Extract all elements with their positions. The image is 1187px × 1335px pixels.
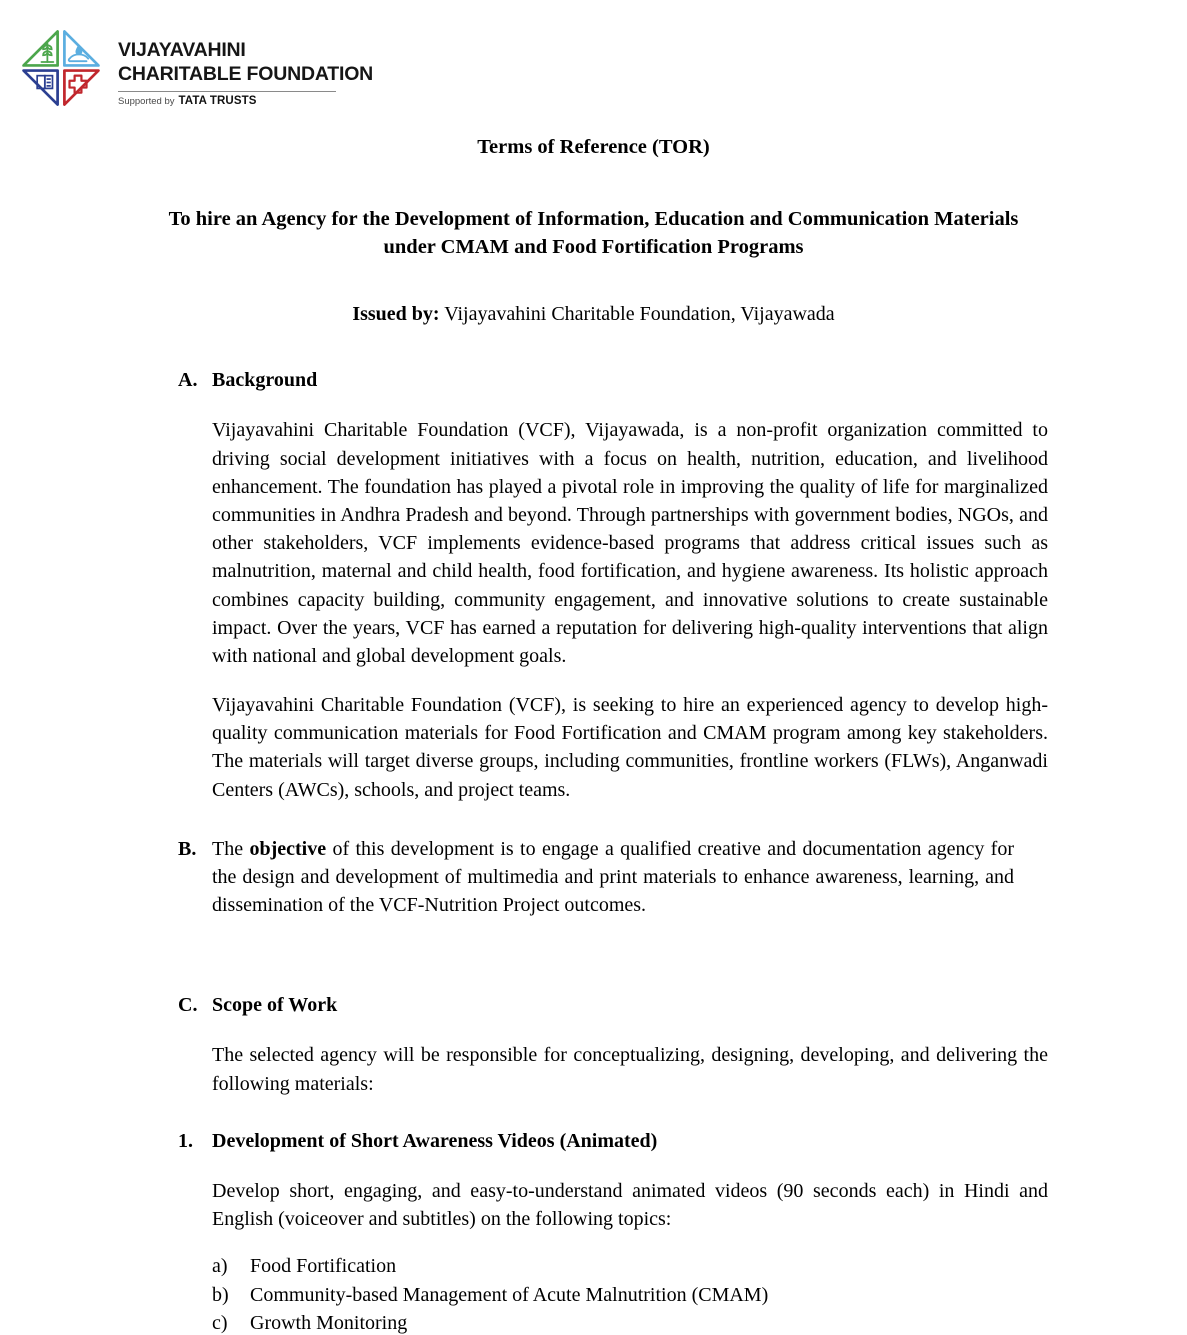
section-b bbox=[178, 835, 1014, 920]
section-a-body bbox=[212, 416, 1048, 803]
section-a-paragraph-1: Vijayavahini Charitable Foundation (VCF), Vijayawada, is a non-profit organization committed to driving social development initiatives with a focus on health, nutrition, education, and livelihood enhancement. The foundation has played a pivotal role in improving the quality of life for marginalized communities in Andhra Pradesh and beyond. Through partnerships with government bodies, NGOs, and other stakeholders, VCF implements evidence-based programs that address critical issues such as malnutrition, maternal and child health, food fortification, and hygiene awareness. Its holistic approach combines capacity building, community engagement, and innovative solutions to create sustainable impact. Over the years, VCF has earned a reputation for delivering high-quality interventions that align with national and global development goals. bbox=[212, 419, 1048, 667]
issued-by-value: Vijayavahini Charitable Foundation, Vijayawada bbox=[444, 303, 835, 326]
section-b-text-part-2: of this development is to engage a qualified creative and documentation agency for the design and development of multimedia and print materials to enhance awareness, learning, and dissemination of the VCF-Nutrition Project outcomes. bbox=[212, 837, 1015, 917]
list-item bbox=[212, 1281, 1048, 1309]
scope-item-1-marker: 1. bbox=[178, 1129, 193, 1152]
section-c-body bbox=[212, 1041, 1048, 1097]
scope-item-1-heading: Development of Short Awareness Videos (Animated) bbox=[212, 1129, 658, 1152]
org-name-line-2: CHARITABLE FOUNDATION bbox=[118, 62, 374, 85]
list-item-marker: b) bbox=[212, 1283, 229, 1306]
section-b-emphasis: objective bbox=[249, 837, 327, 860]
document-title: Terms of Reference (TOR) bbox=[477, 136, 710, 158]
list-item bbox=[212, 1309, 1048, 1335]
letterhead-divider bbox=[118, 91, 336, 92]
section-a-marker: A. bbox=[178, 369, 198, 392]
list-item bbox=[212, 1252, 1048, 1280]
scope-item-1-description: Develop short, engaging, and easy-to-understand animated videos (90 seconds each) in Hindi and English (voiceover and subtitles) on the following topics: bbox=[212, 1179, 1048, 1230]
letterhead bbox=[18, 28, 373, 108]
section-c-marker: C. bbox=[178, 994, 198, 1017]
vcf-quadrant-logo-icon bbox=[18, 28, 104, 108]
section-c-heading: Scope of Work bbox=[212, 994, 338, 1017]
issued-by-label: Issued by: bbox=[352, 303, 440, 326]
supported-by-brand: TATA TRUSTS bbox=[178, 94, 257, 107]
section-a-heading: Background bbox=[212, 369, 318, 392]
org-name-line-1: VIJAYAVAHINI bbox=[118, 39, 246, 61]
section-b-text-part-1: The bbox=[212, 837, 250, 860]
letterhead-wordmark bbox=[118, 28, 373, 107]
issued-by bbox=[144, 301, 1044, 328]
document-body bbox=[0, 134, 1187, 1335]
list-item-label: Food Fortification bbox=[250, 1255, 397, 1278]
list-item-marker: c) bbox=[212, 1311, 228, 1334]
supported-by-line bbox=[118, 95, 373, 107]
list-item-label: Community-based Management of Acute Malnutrition (CMAM) bbox=[250, 1283, 769, 1306]
section-c bbox=[178, 991, 1014, 1019]
section-b-text bbox=[212, 835, 1014, 920]
supported-by-label: Supported by bbox=[118, 95, 175, 107]
section-b-marker: B. bbox=[178, 837, 197, 860]
scope-item-1-body bbox=[212, 1177, 1048, 1233]
section-a-paragraph-2: Vijayavahini Charitable Foundation (VCF), is seeking to hire an experienced agency to develop high-quality communication materials for Food Fortification and CMAM program among key stakeholders. The materials will target diverse groups, including communities, frontline workers (FLWs), Anganwadi Centers (AWCs), schools, and project teams. bbox=[212, 694, 1048, 801]
document-subtitle: To hire an Agency for the Development of Information, Education and Communication Materials under CMAM and Food Fortification Programs bbox=[168, 207, 1019, 258]
list-item-marker: a) bbox=[212, 1255, 228, 1278]
list-item-label: Growth Monitoring bbox=[250, 1311, 408, 1334]
section-c-paragraph-1: The selected agency will be responsible for conceptualizing, designing, developing, and delivering the following materials: bbox=[212, 1044, 1048, 1095]
scope-item-1 bbox=[178, 1127, 1014, 1155]
section-a bbox=[178, 366, 1014, 394]
scope-item-1-topics bbox=[212, 1252, 1048, 1335]
